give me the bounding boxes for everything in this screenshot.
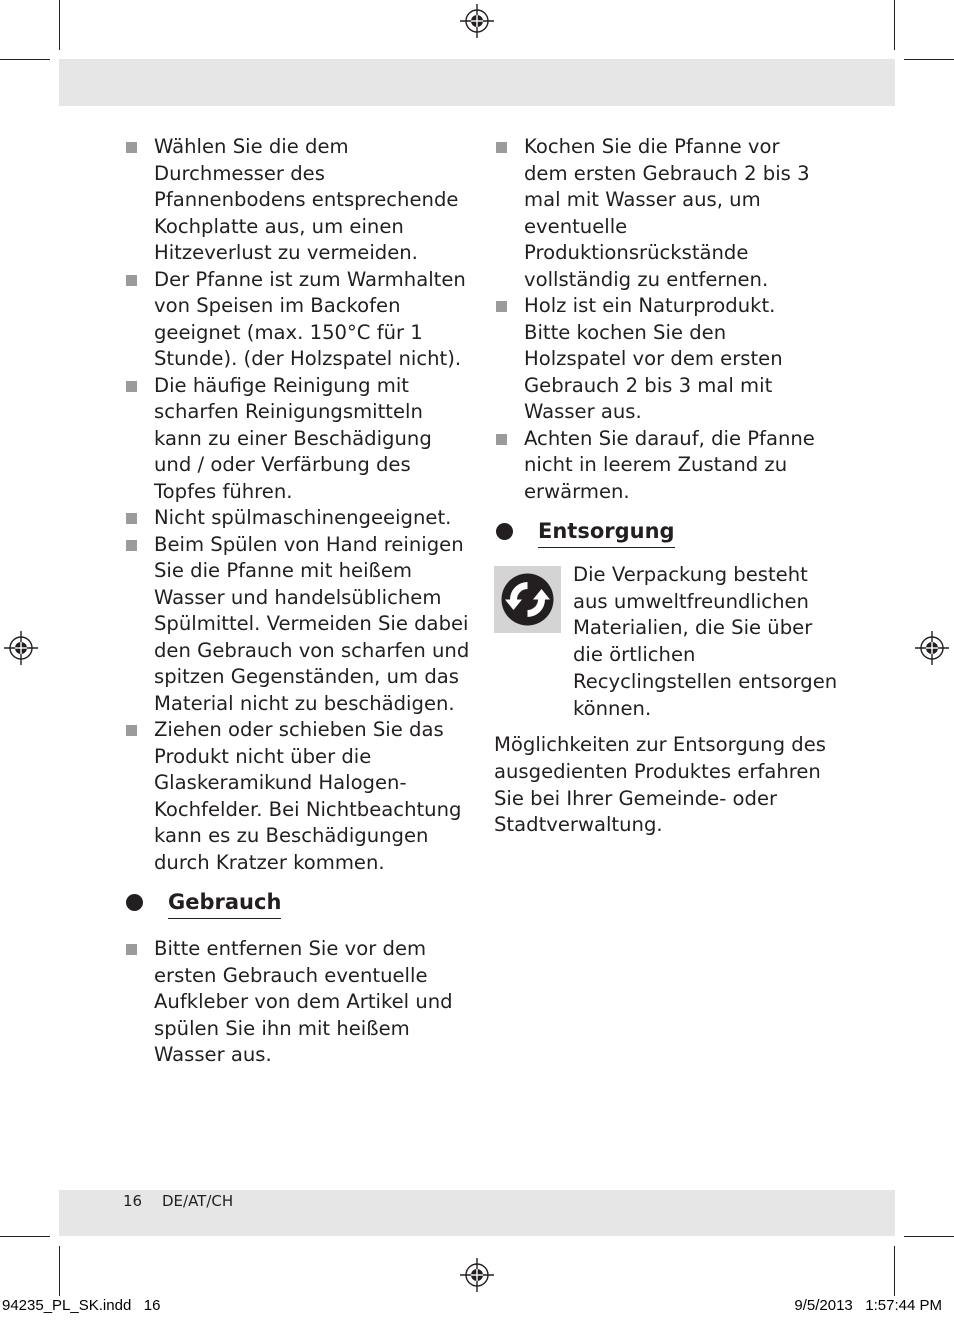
registration-mark-icon: [460, 4, 494, 38]
heading-bullet-icon: [126, 894, 143, 911]
section-heading-gebrauch: [124, 886, 474, 926]
heading-bullet-icon: [496, 523, 513, 540]
list-item: Die häufige Reinigung mit scharfen Reinigungsmitteln kann zu einer Beschädigung und / oder Verfärbung des Topfes führen.: [124, 373, 474, 506]
section-heading-entsorgung: [494, 515, 839, 555]
slug-file: 94235_PL_SK.indd 16: [2, 1297, 161, 1314]
list-item: Ziehen oder schieben Sie das Produkt nicht über die Glaskeramikund Halogen-Kochfelder. Bei Nichtbeachtung kann es zu Beschädigungen durch Kratzer kommen.: [124, 717, 474, 876]
crop-mark: [904, 59, 954, 60]
section-heading-label: Gebrauch: [168, 886, 281, 919]
page-number: 16: [123, 1192, 143, 1210]
header-band: [59, 59, 895, 106]
crop-mark: [59, 0, 60, 50]
crop-mark: [894, 1246, 895, 1296]
list-item: Wählen Sie die dem Durchmesser des Pfannenbodens entsprechende Kochplatte aus, um einen Hitzeverlust zu vermeiden.: [124, 134, 474, 267]
left-column: [124, 134, 474, 1069]
registration-mark-icon: [4, 631, 38, 665]
list-item: Bitte entfernen Sie vor dem ersten Gebrauch eventuelle Aufkleber von dem Artikel und spülen Sie ihn mit heißem Wasser aus.: [124, 936, 454, 1069]
list-item: Holz ist ein Naturprodukt. Bitte kochen Sie den Holzspatel vor dem ersten Gebrauch 2 bis 3 mal mit Wasser aus.: [494, 293, 824, 426]
recycling-text: Die Verpackung besteht aus umweltfreundlichen Materialien, die Sie über die örtlichen Recyclingstellen entsorgen können.: [573, 563, 838, 720]
registration-mark-icon: [460, 1258, 494, 1292]
recycling-block: [494, 562, 839, 722]
crop-mark: [894, 0, 895, 50]
crop-mark: [0, 59, 50, 60]
disposal-paragraph: Möglichkeiten zur Entsorgung des ausgedienten Produktes erfahren Sie bei Ihrer Gemeinde- oder Stadtverwaltung.: [494, 733, 826, 837]
recycle-logo-box: [494, 566, 561, 633]
crop-mark: [904, 1236, 954, 1237]
green-dot-recycling-icon: [494, 566, 561, 633]
registration-mark-icon: [915, 631, 949, 665]
care-instructions-list: [124, 134, 474, 876]
slug-timestamp: 9/5/2013 1:57:44 PM: [794, 1297, 942, 1314]
right-column: [494, 134, 839, 839]
region-code: DE/AT/CH: [162, 1192, 234, 1210]
crop-mark: [0, 1236, 50, 1237]
first-use-list: [494, 134, 824, 505]
list-item: Nicht spülmaschinengeeignet.: [124, 505, 474, 532]
list-item: Achten Sie darauf, die Pfanne nicht in leerem Zustand zu erwärmen.: [494, 426, 824, 506]
section-heading-label: Entsorgung: [538, 515, 675, 548]
crop-mark: [59, 1246, 60, 1296]
usage-list: [124, 936, 454, 1069]
list-item: Kochen Sie die Pfanne vor dem ersten Gebrauch 2 bis 3 mal mit Wasser aus, um eventuelle Produktionsrückstände vollständig zu entfernen.: [494, 134, 824, 293]
list-item: Beim Spülen von Hand reinigen Sie die Pfanne mit heißem Wasser und handelsüblichem Spülmittel. Vermeiden Sie dabei den Gebrauch von scharfen und spitzen Gegenständen, um das Material nicht zu beschädigen.: [124, 532, 474, 718]
list-item: Der Pfanne ist zum Warmhalten von Speisen im Backofen geeignet (max. 150°C für 1 Stunde). (der Holzspatel nicht).: [124, 267, 474, 373]
